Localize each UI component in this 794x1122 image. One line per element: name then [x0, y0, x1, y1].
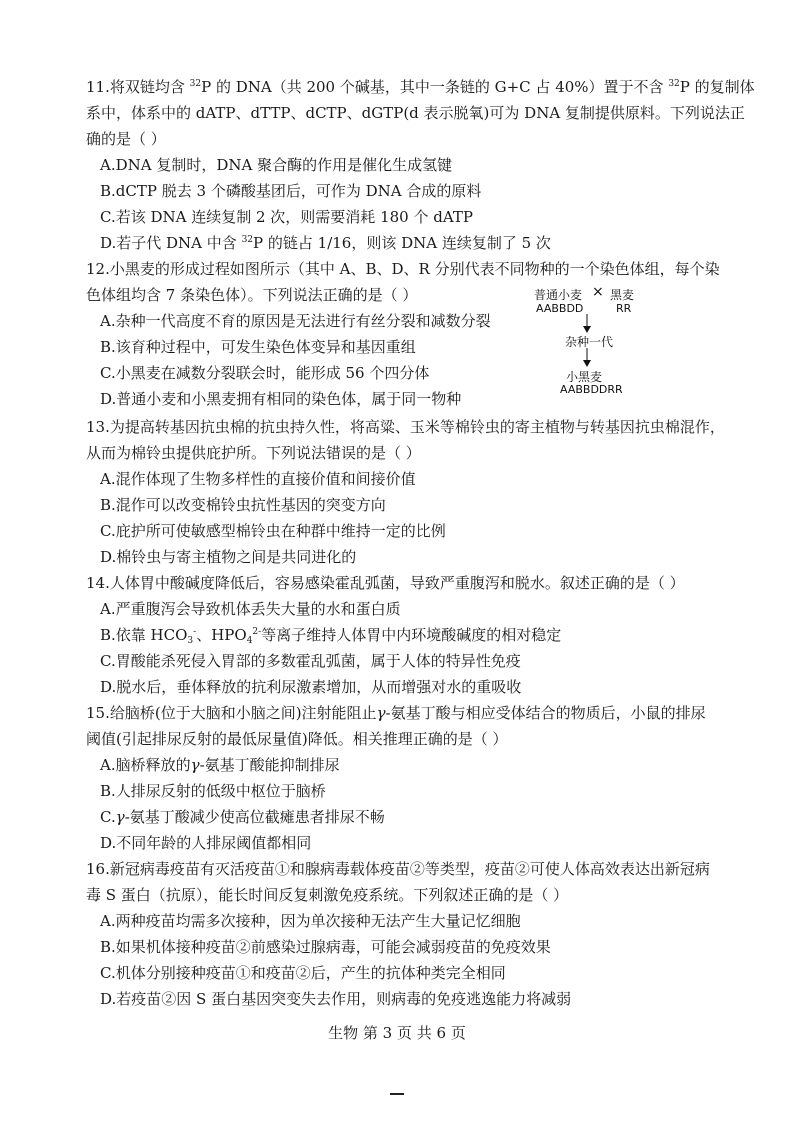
q15-option-d: D.不同年龄的人排尿阈值都相同 [100, 834, 312, 852]
q15-stem-line-1: 15.给脑桥(位于大脑和小脑之间)注射能阻止γ-氨基丁酸与相应受体结合的物质后，小鼠的排尿 [86, 704, 706, 722]
question-15 [86, 700, 726, 856]
q11-option-d: D.若子代 DNA 中含 $^{32}$P 的链占 1/16，则该 DNA 连续复制了 5 次 [100, 234, 551, 252]
q13-option-b: B.混作可以改变棉铃虫抗性基因的突变方向 [100, 496, 386, 514]
q11-stem-line-1: 11.将双链均含 $^{32}$P 的 DNA（共 200 个碱基，其中一条链的 G+C 占 40%）置于不含 $^{32}$P 的复制体 [86, 78, 755, 96]
question-14 [86, 570, 726, 700]
q14-option-c: C.胃酸能杀死侵入胃部的多数霍乱弧菌，属于人体的特异性免疫 [100, 652, 521, 670]
product-label: 小黑麦 [566, 370, 603, 384]
hybrid-label: 杂种一代 [565, 335, 614, 349]
question-11 [86, 74, 755, 256]
q12-option-c: C.小黑麦在减数分裂联会时，能形成 56 个四分体 [100, 364, 430, 382]
page-bottom-mark [390, 1093, 404, 1095]
parent2-genome: RR [616, 302, 632, 315]
q13-stem-line-1: 13.为提高转基因抗虫棉的抗虫持久性，将高粱、玉米等棉铃虫的寄主植物与转基因抗虫棉混作， [86, 418, 725, 436]
q14-option-a: A.严重腹泻会导致机体丢失大量的水和蛋白质 [100, 600, 401, 618]
page-footer: 生物 第 3 页 共 6 页 [328, 1024, 466, 1042]
q11-stem-line-2: 系中，体系中的 dATP、dTTP、dCTP、dGTP(d 表示脱氧)可为 DNA 复制提供原料。下列说法正 [86, 104, 745, 122]
q13-option-c: C.庇护所可使敏感型棉铃虫在种群中维持一定的比例 [100, 522, 446, 540]
q16-option-d: D.若疫苗②因 S 蛋白基因突变失去作用，则病毒的免疫逃逸能力将减弱 [100, 990, 572, 1008]
parent2-label: 黑麦 [610, 288, 635, 302]
q13-stem-line-2: 从而为棉铃虫提供庇护所。下列说法错误的是（ ） [86, 444, 421, 462]
q16-option-b: B.如果机体接种疫苗②前感染过腺病毒，可能会减弱疫苗的免疫效果 [100, 938, 551, 956]
product-genome: AABBDDRR [560, 383, 623, 396]
q15-option-b: B.人排尿反射的低级中枢位于脑桥 [100, 782, 326, 800]
q16-option-c: C.机体分别接种疫苗①和疫苗②后，产生的抗体种类完全相同 [100, 964, 506, 982]
q12-stem-line-1: 12.小黑麦的形成过程如图所示（其中 A、B、D、R 分别代表不同物种的一个染色体组，每个染 [86, 260, 720, 278]
q11-option-c: C.若该 DNA 连续复制 2 次，则需要消耗 180 个 dATP [100, 208, 473, 226]
q11-stem-line-3: 确的是（ ） [86, 130, 166, 148]
parent1-genome: AABBDD [536, 302, 584, 315]
q13-option-a: A.混作体现了生物多样性的直接价值和间接价值 [100, 470, 416, 488]
q16-option-a: A.两种疫苗均需多次接种，因为单次接种无法产生大量记忆细胞 [100, 912, 521, 930]
q13-option-d: D.棉铃虫与寄主植物之间是共同进化的 [100, 548, 357, 566]
q14-option-b: B.依靠 $HCO_3^-$、$HPO_4^{2-}$等离子维持人体胃中内环境酸碱度的相对稳定 [100, 626, 562, 646]
q16-stem-line-1: 16.新冠病毒疫苗有灭活疫苗①和腺病毒载体疫苗②等类型，疫苗②可使人体高效表达出新冠病 [86, 860, 710, 878]
q15-stem-line-2: 阈值(引起排尿反射的最低尿量值)降低。相关推理正确的是（ ） [86, 730, 508, 748]
q11-option-a: A.DNA 复制时，DNA 聚合酶的作用是催化生成氢键 [100, 156, 453, 174]
q16-stem-line-2: 毒 S 蛋白（抗原），能长时间反复刺激免疫系统。下列叙述正确的是（ ） [86, 886, 569, 904]
triticale-breeding-diagram [530, 286, 670, 398]
cross-symbol: × [592, 284, 604, 300]
q15-option-a: A.脑桥释放的γ-氨基丁酸能抑制排尿 [100, 756, 340, 774]
q12-stem-line-2: 色体组均含 7 条染色体）。下列说法正确的是（ ） [86, 286, 418, 304]
question-16 [86, 856, 726, 1012]
q11-option-b: B.dCTP 脱去 3 个磷酸基团后，可作为 DNA 合成的原料 [100, 182, 482, 200]
q15-option-c: C.γ-氨基丁酸减少使高位截瘫患者排尿不畅 [100, 808, 385, 826]
q12-option-b: B.该育种过程中，可发生染色体变异和基因重组 [100, 338, 416, 356]
q14-option-d: D.脱水后，垂体释放的抗利尿激素增加，从而增强对水的重吸收 [100, 678, 522, 696]
q12-option-a: A.杂种一代高度不育的原因是无法进行有丝分裂和减数分裂 [100, 312, 491, 330]
parent1-label: 普通小麦 [534, 288, 583, 302]
q14-stem-line-1: 14.人体胃中酸碱度降低后，容易感染霍乱弧菌，导致严重腹泻和脱水。叙述正确的是（ ） [86, 574, 685, 592]
q12-option-d: D.普通小麦和小黑麦拥有相同的染色体，属于同一物种 [100, 390, 462, 408]
question-13 [86, 414, 726, 570]
